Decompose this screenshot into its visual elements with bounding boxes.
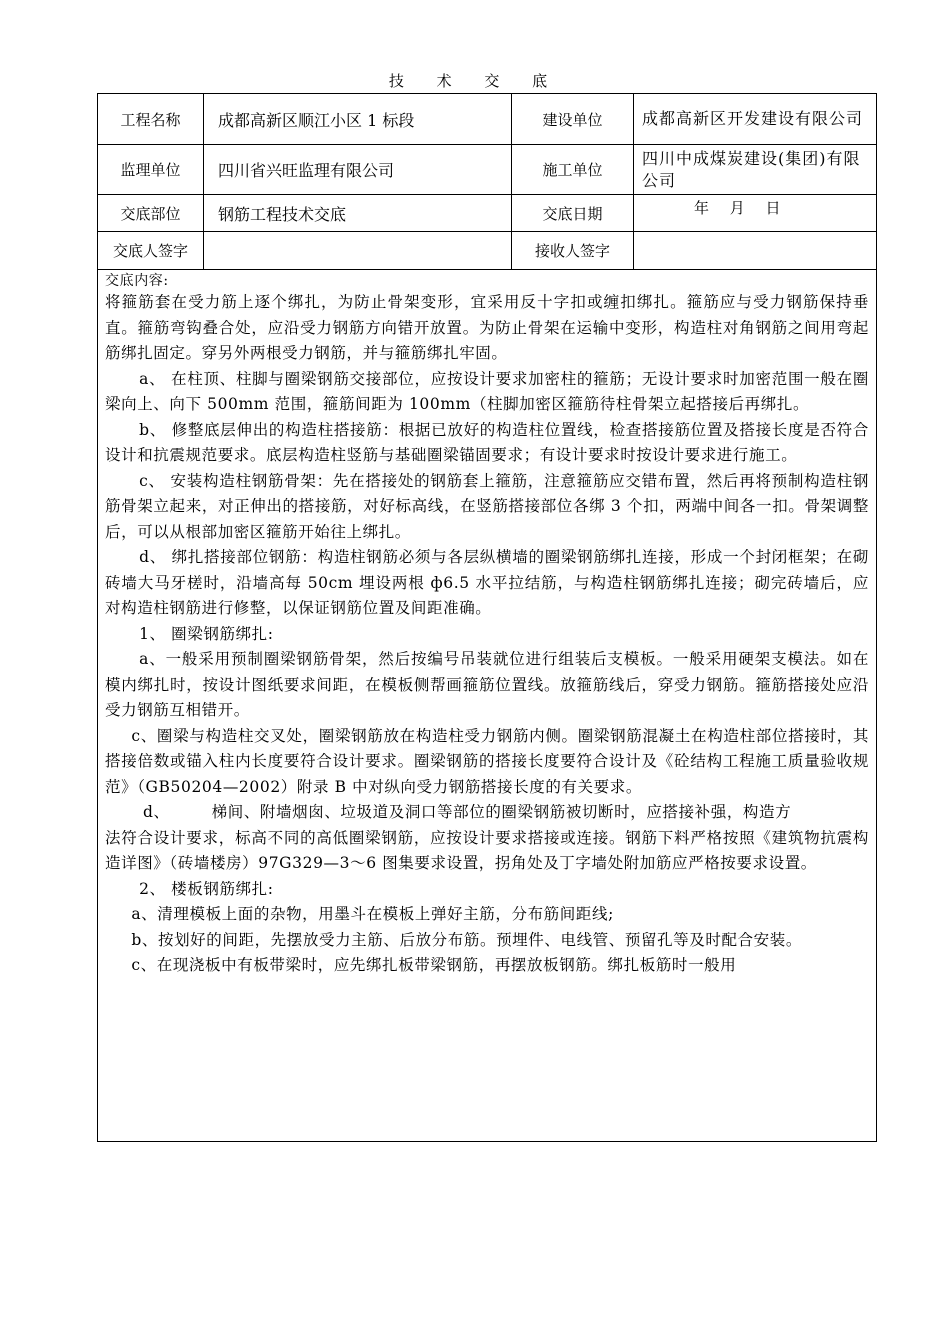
contractor-label: 施工单位 xyxy=(512,145,634,195)
construction-unit-value: 成都高新区开发建设有限公司 xyxy=(634,94,877,145)
paragraph: c、 安装构造柱钢筋骨架：先在搭接处的钢筋套上箍筋，注意箍筋应交错布置，然后再将预制构造柱钢筋骨架立起来，对正伸出的搭接筋，对好标高线，在竖筋搭接部位各绑 3 个扣，两端中间各一扣。骨架调整后，可以从根部加密区箍筋开始往上绑扎。 xyxy=(105,471,869,541)
section-heading: 1、 圈梁钢筋绑扎: xyxy=(139,624,274,643)
table-row xyxy=(98,195,877,232)
paragraph: a、一般采用预制圈梁钢筋骨架，然后按编号吊装就位进行组装后支模板。一般采用硬架支模法。如在模内绑扎时，按设计图纸要求间距，在模板侧帮画箍筋位置线。放箍筋线后，穿受力钢筋。箍筋搭接处应沿受力钢筋互相错开。 xyxy=(105,650,869,719)
paragraph: c、在现浇板中有板带梁时，应先绑扎板带梁钢筋，再摆放板钢筋。绑扎板筋时一般用 xyxy=(131,956,737,974)
paragraph: c、圈梁与构造柱交叉处，圈梁钢筋放在构造柱受力钢筋内侧。圈梁钢筋混凝土在构造柱部位搭接时，其搭接倍数或锚入柱内长度要符合设计要求。圈梁钢筋的搭接长度要符合设计及《砼结构工程施工质量验收规范》（GB50204—2002）附录 B 中对纵向受力钢筋搭接长度的有关要求。 xyxy=(105,726,869,796)
paragraph: b、按划好的间距，先摆放受力主筋、后放分布筋。预埋件、电线管、预留孔等及时配合安装。 xyxy=(131,930,802,949)
document-title: 技 术 交 底 xyxy=(388,72,562,90)
table-row xyxy=(98,232,877,270)
project-name-label: 工程名称 xyxy=(98,94,204,145)
disclosure-content xyxy=(98,270,877,1142)
discloser-signature-label: 交底人签字 xyxy=(98,232,204,270)
disclosure-form-table xyxy=(97,93,877,1142)
disclosure-part-label: 交底部位 xyxy=(98,195,204,232)
discloser-signature-field[interactable] xyxy=(204,232,512,270)
disclosure-part-value: 钢筋工程技术交底 xyxy=(204,195,512,232)
supervision-unit-value: 四川省兴旺监理有限公司 xyxy=(204,145,512,195)
disclosure-date-value: 年 月 日 xyxy=(634,195,877,232)
supervision-unit-label: 监理单位 xyxy=(98,145,204,195)
table-row xyxy=(98,145,877,195)
paragraph: 将箍筋套在受力筋上逐个绑扎，为防止骨架变形，宜采用反十字扣或缠扣绑扎。箍筋应与受力钢筋保持垂直。箍筋弯钩叠合处，应沿受力钢筋方向错开放置。为防止骨架在运输中变形，构造柱对角钢筋之间用弯起筋绑扎固定。穿另外两根受力钢筋，并与箍筋绑扎牢固。 xyxy=(105,293,869,362)
construction-unit-label: 建设单位 xyxy=(512,94,634,145)
receiver-signature-label: 接收人签字 xyxy=(512,232,634,270)
paragraph: d、 绑扎搭接部位钢筋：构造柱钢筋必须与各层纵横墙的圈梁钢筋绑扎连接，形成一个封闭框架；在砌砖墙大马牙槎时，沿墙高每 50cm 埋设两根 ф6.5 水平拉结筋，与构造柱钢筋绑扎连接；砌完砖墙后，应对构造柱钢筋进行修整，以保证钢筋位置及间距准确。 xyxy=(105,548,869,617)
receiver-signature-field[interactable] xyxy=(634,232,877,270)
disclosure-date-label: 交底日期 xyxy=(512,195,634,232)
project-name-value: 成都高新区顺江小区 1 标段 xyxy=(204,94,512,145)
paragraph-d xyxy=(105,800,869,826)
paragraph-d-lead: d、 xyxy=(143,803,170,821)
table-row xyxy=(98,270,877,1142)
paragraph: b、 修整底层伸出的构造柱搭接筋：根据已放好的构造柱位置线，检查搭接筋位置及搭接长度是否符合设计和抗震规范要求。底层构造柱竖筋与基础圈梁锚固要求；有设计要求时按设计要求进行施工。 xyxy=(105,420,869,464)
section-heading: 2、 楼板钢筋绑扎: xyxy=(139,879,274,898)
paragraph: 法符合设计要求，标高不同的高低圈梁钢筋，应按设计要求搭接或连接。钢筋下料严格按照《建筑物抗震构造详图》（砖墙楼房）97G329—3～6 图集要求设置，拐角处及丁字墙处附加筋应严格按要求设置。 xyxy=(105,828,869,872)
paragraph: a、清理模板上面的杂物，用墨斗在模板上弹好主筋，分布筋间距线; xyxy=(131,905,614,923)
paragraph: a、 在柱顶、柱脚与圈梁钢筋交接部位，应按设计要求加密柱的箍筋；无设计要求时加密范围一般在圈梁向上、向下 500mm 范围，箍筋间距为 100mm（柱脚加密区箍筋待柱骨架立起搭接后再绑扎。 xyxy=(105,369,869,413)
paragraph-d-text: 梯间、附墙烟囱、垃圾道及洞口等部位的圈梁钢筋被切断时，应搭接补强，构造方 xyxy=(211,803,792,821)
table-row xyxy=(98,94,877,145)
content-heading: 交底内容: xyxy=(105,273,169,289)
contractor-value: 四川中成煤炭建设(集团)有限公司 xyxy=(634,145,877,195)
